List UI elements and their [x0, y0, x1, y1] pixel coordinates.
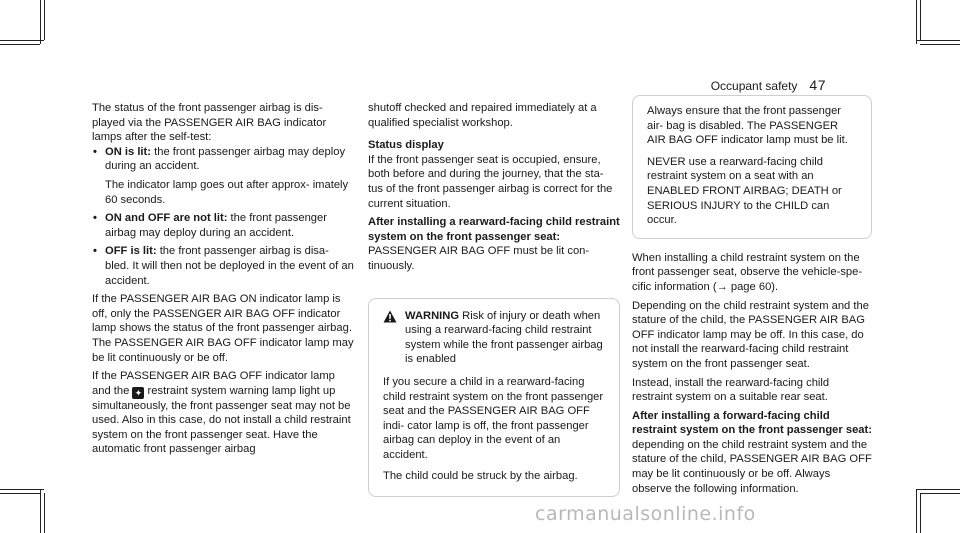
paragraph: Instead, install the rearward-facing child restraint system on a suitable rear seat. [632, 376, 830, 404]
crop-mark [920, 0, 921, 40]
paragraph: When installing a child restraint system on the front passenger seat, observe the vehicle-spe- cific information (→ page 60). [632, 251, 863, 293]
warning-label: WARNING [405, 309, 460, 322]
list-item: • ON and OFF are not lit: the front passenger airbag may deploy during an accident. [93, 212, 327, 239]
warning-box-continued [632, 95, 872, 239]
paragraph: If the PASSENGER AIR BAG ON indicator lamp is off, only the PASSENGER AIR BAG OFF indicator lamp shows the status of the front passenger airbag. The PASSENGER AIR BAG OFF indicator lamp may be lit continuously or be off. [92, 293, 354, 364]
crop-mark [920, 493, 960, 494]
crop-mark [916, 489, 917, 533]
column-1 [92, 101, 354, 457]
crop-mark [44, 493, 45, 533]
crop-mark [0, 40, 44, 41]
crop-mark [44, 0, 45, 40]
crop-mark [0, 493, 40, 494]
status-list [92, 145, 354, 288]
crop-mark [920, 44, 960, 45]
crop-mark [40, 489, 41, 533]
page-number: 47 [809, 77, 826, 93]
column-3 [632, 101, 872, 496]
paragraph: Depending on the child restraint system and the stature of the child, the PASSENGER AIR BAG OFF indicator lamp may be off. In this case, do not install the rearward-facing child restraint system on the front passenger seat. [632, 299, 869, 370]
warning-text: The child could be struck by the airbag. [383, 470, 578, 483]
bullet: • [93, 145, 97, 158]
crop-mark [40, 0, 41, 44]
warning-triangle-icon [383, 310, 397, 323]
crop-mark [916, 0, 917, 44]
paragraph: If the PASSENGER AIR BAG OFF indicator lamp and the ✦ restraint system warning lamp light up simultaneously, the front passenger seat may not be used. Also in this case, do not install a child restraint system on the front passenger seat. Have the automatic front passenger airbag [92, 370, 351, 456]
warning-box [368, 298, 620, 498]
watermark: carmanualsonline.info [535, 503, 756, 525]
crop-mark [916, 40, 960, 41]
list-item: • OFF is lit: the front passenger airbag is disa- bled. It will then not be deployed in the event of an accident. [93, 245, 354, 287]
warning-text: Always ensure that the front passenger air- bag is disabled. The PASSENGER AIR BAG OFF indicator lamp must be lit. [647, 105, 848, 147]
page-header [711, 78, 826, 94]
restraint-system-warning-icon: ✦ [132, 387, 144, 399]
crop-mark [916, 489, 960, 490]
paragraph: After installing a forward-facing child restraint system on the front passenger seat: depending on the child restraint system and the stature of the child, PASSENGER AIR BAG OFF may be lit continuously or be off. Always observe the following information. [632, 409, 872, 495]
intro-paragraph: The status of the front passenger airbag is dis- played via the PASSENGER AIR BAG indicator lamps after the self-test: [92, 102, 327, 144]
list-item: • ON is lit: the front passenger airbag may deploy during an accident. The indicator lamp goes out after approx- imately 60 seconds. [93, 145, 349, 206]
section-title: Occupant safety [710, 79, 798, 93]
status-display-heading: Status display [368, 139, 444, 152]
crop-mark [920, 493, 921, 533]
crop-mark [0, 44, 40, 45]
column-2 [368, 101, 620, 497]
warning-title: Risk of injury or death when using a rearward-facing child restraint system while the front passenger airbag is enabled [405, 309, 603, 366]
warning-text: If you secure a child in a rearward-facing child restraint system on the front passenger seat and the PASSENGER AIR BAG OFF indi- cator lamp is off, the front passenger airbag can deploy in the event of an accident. [383, 375, 604, 461]
paragraph: After installing a rearward-facing child restraint system on the front passenger seat: PASSENGER AIR BAG OFF must be lit con- tinuously. [368, 216, 620, 272]
paragraph: shutoff checked and repaired immediately at a qualified specialist workshop. [368, 102, 597, 129]
crop-mark [0, 489, 44, 490]
bullet: • [93, 212, 97, 225]
bullet: • [93, 245, 97, 258]
warning-text: NEVER use a rearward-facing child restraint system on a seat with an ENABLED FRONT AIRBAG; DEATH or SERIOUS INJURY to the CHILD can occur. [647, 155, 842, 227]
paragraph: If the front passenger seat is occupied, ensure, both before and during the journey, that the sta- tus of the front passenger airbag is correct for the current situation. [368, 153, 613, 210]
